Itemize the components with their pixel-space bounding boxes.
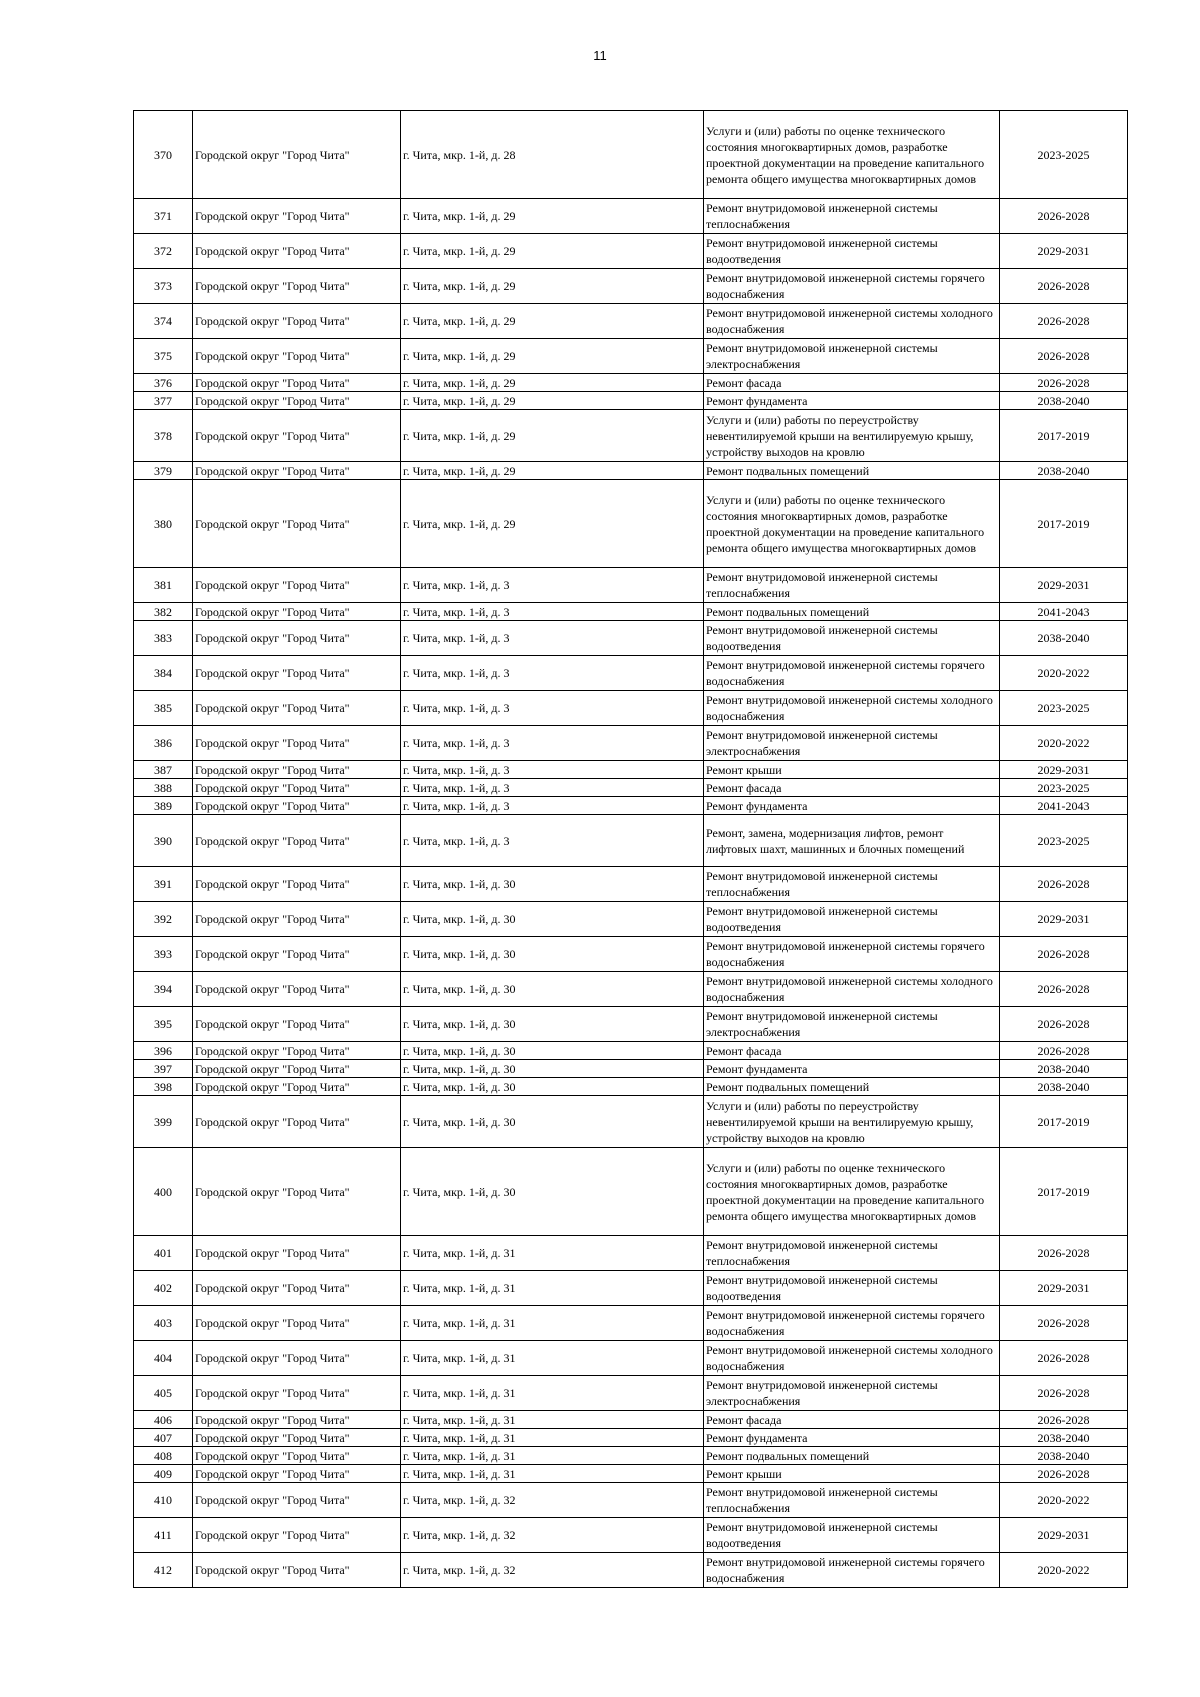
row-number-cell: 390 — [134, 815, 193, 867]
row-number-cell: 400 — [134, 1148, 193, 1236]
period-cell: 2041-2043 — [1000, 603, 1128, 621]
row-number-cell: 380 — [134, 480, 193, 568]
address-cell: г. Чита, мкр. 1-й, д. 30 — [401, 1096, 704, 1148]
row-number-cell: 407 — [134, 1429, 193, 1447]
municipality-cell: Городской округ "Город Чита" — [193, 867, 401, 902]
row-number-cell: 410 — [134, 1483, 193, 1518]
table-row — [134, 199, 1128, 234]
period-cell: 2023-2025 — [1000, 815, 1128, 867]
table-row — [134, 1429, 1128, 1447]
work-type-cell: Ремонт внутридомовой инженерной системы горячего водоснабжения — [704, 1306, 1000, 1341]
row-number-cell: 391 — [134, 867, 193, 902]
work-type-cell: Ремонт фасада — [704, 1411, 1000, 1429]
table-row — [134, 1341, 1128, 1376]
table-row — [134, 937, 1128, 972]
work-type-cell: Ремонт внутридомовой инженерной системы электроснабжения — [704, 726, 1000, 761]
row-number-cell: 399 — [134, 1096, 193, 1148]
table-row — [134, 902, 1128, 937]
address-cell: г. Чита, мкр. 1-й, д. 32 — [401, 1483, 704, 1518]
table-row — [134, 1411, 1128, 1429]
work-type-cell: Услуги и (или) работы по оценке технического состояния многоквартирных домов, разработке проектной документации на проведение капитального ремонта общего имущества многоквартирных домов — [704, 1148, 1000, 1236]
municipality-cell: Городской округ "Город Чита" — [193, 779, 401, 797]
municipality-cell: Городской округ "Город Чита" — [193, 1306, 401, 1341]
table-row — [134, 1465, 1128, 1483]
table-row — [134, 480, 1128, 568]
municipality-cell: Городской округ "Город Чита" — [193, 815, 401, 867]
address-cell: г. Чита, мкр. 1-й, д. 29 — [401, 234, 704, 269]
table-row — [134, 304, 1128, 339]
period-cell: 2038-2040 — [1000, 1429, 1128, 1447]
address-cell: г. Чита, мкр. 1-й, д. 3 — [401, 568, 704, 603]
address-cell: г. Чита, мкр. 1-й, д. 3 — [401, 656, 704, 691]
row-number-cell: 374 — [134, 304, 193, 339]
period-cell: 2026-2028 — [1000, 937, 1128, 972]
work-type-cell: Ремонт подвальных помещений — [704, 1447, 1000, 1465]
row-number-cell: 403 — [134, 1306, 193, 1341]
municipality-cell: Городской округ "Город Чита" — [193, 902, 401, 937]
period-cell: 2020-2022 — [1000, 656, 1128, 691]
table-row — [134, 1518, 1128, 1553]
municipality-cell: Городской округ "Город Чита" — [193, 972, 401, 1007]
work-type-cell: Ремонт фундамента — [704, 1060, 1000, 1078]
row-number-cell: 375 — [134, 339, 193, 374]
period-cell: 2026-2028 — [1000, 1236, 1128, 1271]
table-row — [134, 392, 1128, 410]
address-cell: г. Чита, мкр. 1-й, д. 31 — [401, 1376, 704, 1411]
period-cell: 2017-2019 — [1000, 410, 1128, 462]
row-number-cell: 378 — [134, 410, 193, 462]
work-type-cell: Ремонт фасада — [704, 1042, 1000, 1060]
work-type-cell: Услуги и (или) работы по оценке технического состояния многоквартирных домов, разработке проектной документации на проведение капитального ремонта общего имущества многоквартирных домов — [704, 480, 1000, 568]
municipality-cell: Городской округ "Город Чита" — [193, 656, 401, 691]
row-number-cell: 388 — [134, 779, 193, 797]
municipality-cell: Городской округ "Город Чита" — [193, 1271, 401, 1306]
table-row — [134, 779, 1128, 797]
municipality-cell: Городской округ "Город Чита" — [193, 410, 401, 462]
period-cell: 2023-2025 — [1000, 111, 1128, 199]
address-cell: г. Чита, мкр. 1-й, д. 32 — [401, 1518, 704, 1553]
address-cell: г. Чита, мкр. 1-й, д. 30 — [401, 1078, 704, 1096]
work-type-cell: Ремонт фундамента — [704, 797, 1000, 815]
row-number-cell: 373 — [134, 269, 193, 304]
address-cell: г. Чита, мкр. 1-й, д. 30 — [401, 1148, 704, 1236]
row-number-cell: 402 — [134, 1271, 193, 1306]
municipality-cell: Городской округ "Город Чита" — [193, 480, 401, 568]
address-cell: г. Чита, мкр. 1-й, д. 31 — [401, 1411, 704, 1429]
municipality-cell: Городской округ "Город Чита" — [193, 1042, 401, 1060]
municipality-cell: Городской округ "Город Чита" — [193, 1060, 401, 1078]
table-row — [134, 1271, 1128, 1306]
municipality-cell: Городской округ "Город Чита" — [193, 392, 401, 410]
address-cell: г. Чита, мкр. 1-й, д. 3 — [401, 691, 704, 726]
row-number-cell: 381 — [134, 568, 193, 603]
row-number-cell: 397 — [134, 1060, 193, 1078]
municipality-cell: Городской округ "Город Чита" — [193, 1553, 401, 1588]
address-cell: г. Чита, мкр. 1-й, д. 29 — [401, 480, 704, 568]
work-type-cell: Ремонт внутридомовой инженерной системы электроснабжения — [704, 1376, 1000, 1411]
table-row — [134, 621, 1128, 656]
period-cell: 2026-2028 — [1000, 199, 1128, 234]
table-body — [134, 111, 1128, 1588]
period-cell: 2020-2022 — [1000, 1483, 1128, 1518]
municipality-cell: Городской округ "Город Чита" — [193, 1447, 401, 1465]
address-cell: г. Чита, мкр. 1-й, д. 31 — [401, 1447, 704, 1465]
row-number-cell: 385 — [134, 691, 193, 726]
municipality-cell: Городской округ "Город Чита" — [193, 603, 401, 621]
row-number-cell: 395 — [134, 1007, 193, 1042]
work-type-cell: Ремонт внутридомовой инженерной системы холодного водоснабжения — [704, 691, 1000, 726]
address-cell: г. Чита, мкр. 1-й, д. 31 — [401, 1236, 704, 1271]
period-cell: 2026-2028 — [1000, 867, 1128, 902]
work-type-cell: Ремонт внутридомовой инженерной системы теплоснабжения — [704, 1236, 1000, 1271]
period-cell: 2038-2040 — [1000, 1060, 1128, 1078]
table-row — [134, 815, 1128, 867]
table-row — [134, 1376, 1128, 1411]
work-type-cell: Ремонт внутридомовой инженерной системы холодного водоснабжения — [704, 304, 1000, 339]
period-cell: 2017-2019 — [1000, 1148, 1128, 1236]
row-number-cell: 383 — [134, 621, 193, 656]
work-type-cell: Ремонт внутридомовой инженерной системы водоотведения — [704, 234, 1000, 269]
municipality-cell: Городской округ "Город Чита" — [193, 568, 401, 603]
work-type-cell: Ремонт внутридомовой инженерной системы водоотведения — [704, 902, 1000, 937]
address-cell: г. Чита, мкр. 1-й, д. 3 — [401, 761, 704, 779]
work-type-cell: Ремонт внутридомовой инженерной системы теплоснабжения — [704, 1483, 1000, 1518]
row-number-cell: 404 — [134, 1341, 193, 1376]
period-cell: 2038-2040 — [1000, 462, 1128, 480]
period-cell: 2023-2025 — [1000, 779, 1128, 797]
address-cell: г. Чита, мкр. 1-й, д. 29 — [401, 374, 704, 392]
work-type-cell: Ремонт фундамента — [704, 1429, 1000, 1447]
address-cell: г. Чита, мкр. 1-й, д. 29 — [401, 392, 704, 410]
row-number-cell: 377 — [134, 392, 193, 410]
work-type-cell: Ремонт фасада — [704, 779, 1000, 797]
period-cell: 2023-2025 — [1000, 691, 1128, 726]
table-row — [134, 797, 1128, 815]
period-cell: 2029-2031 — [1000, 761, 1128, 779]
table-row — [134, 1553, 1128, 1588]
row-number-cell: 406 — [134, 1411, 193, 1429]
work-type-cell: Ремонт подвальных помещений — [704, 462, 1000, 480]
address-cell: г. Чита, мкр. 1-й, д. 30 — [401, 902, 704, 937]
period-cell: 2026-2028 — [1000, 304, 1128, 339]
municipality-cell: Городской округ "Город Чита" — [193, 1465, 401, 1483]
work-type-cell: Ремонт крыши — [704, 1465, 1000, 1483]
period-cell: 2026-2028 — [1000, 1306, 1128, 1341]
municipality-cell: Городской округ "Город Чита" — [193, 1148, 401, 1236]
row-number-cell: 382 — [134, 603, 193, 621]
address-cell: г. Чита, мкр. 1-й, д. 31 — [401, 1465, 704, 1483]
row-number-cell: 412 — [134, 1553, 193, 1588]
address-cell: г. Чита, мкр. 1-й, д. 30 — [401, 1042, 704, 1060]
work-type-cell: Ремонт внутридомовой инженерной системы теплоснабжения — [704, 867, 1000, 902]
period-cell: 2038-2040 — [1000, 1447, 1128, 1465]
work-type-cell: Ремонт внутридомовой инженерной системы водоотведения — [704, 1518, 1000, 1553]
row-number-cell: 379 — [134, 462, 193, 480]
work-type-cell: Ремонт внутридомовой инженерной системы горячего водоснабжения — [704, 937, 1000, 972]
municipality-cell: Городской округ "Город Чита" — [193, 1411, 401, 1429]
work-type-cell: Ремонт фасада — [704, 374, 1000, 392]
address-cell: г. Чита, мкр. 1-й, д. 29 — [401, 304, 704, 339]
work-type-cell: Ремонт внутридомовой инженерной системы холодного водоснабжения — [704, 1341, 1000, 1376]
period-cell: 2038-2040 — [1000, 1078, 1128, 1096]
period-cell: 2020-2022 — [1000, 1553, 1128, 1588]
table-row — [134, 972, 1128, 1007]
municipality-cell: Городской округ "Город Чита" — [193, 797, 401, 815]
work-type-cell: Ремонт внутридомовой инженерной системы теплоснабжения — [704, 568, 1000, 603]
work-type-cell: Услуги и (или) работы по переустройству невентилируемой крыши на вентилируемую крышу, устройству выходов на кровлю — [704, 1096, 1000, 1148]
work-type-cell: Ремонт внутридомовой инженерной системы горячего водоснабжения — [704, 1553, 1000, 1588]
table-row — [134, 1236, 1128, 1271]
period-cell: 2017-2019 — [1000, 1096, 1128, 1148]
table-row — [134, 656, 1128, 691]
table-row — [134, 374, 1128, 392]
work-type-cell: Ремонт фундамента — [704, 392, 1000, 410]
table-row — [134, 1042, 1128, 1060]
row-number-cell: 398 — [134, 1078, 193, 1096]
period-cell: 2026-2028 — [1000, 1411, 1128, 1429]
period-cell: 2038-2040 — [1000, 392, 1128, 410]
address-cell: г. Чита, мкр. 1-й, д. 3 — [401, 815, 704, 867]
row-number-cell: 411 — [134, 1518, 193, 1553]
row-number-cell: 393 — [134, 937, 193, 972]
period-cell: 2038-2040 — [1000, 621, 1128, 656]
row-number-cell: 401 — [134, 1236, 193, 1271]
work-type-cell: Ремонт внутридомовой инженерной системы водоотведения — [704, 1271, 1000, 1306]
municipality-cell: Городской округ "Город Чита" — [193, 937, 401, 972]
table-row — [134, 1447, 1128, 1465]
table-row — [134, 269, 1128, 304]
table-row — [134, 339, 1128, 374]
address-cell: г. Чита, мкр. 1-й, д. 31 — [401, 1306, 704, 1341]
address-cell: г. Чита, мкр. 1-й, д. 28 — [401, 111, 704, 199]
period-cell: 2026-2028 — [1000, 1007, 1128, 1042]
municipality-cell: Городской округ "Город Чита" — [193, 691, 401, 726]
row-number-cell: 376 — [134, 374, 193, 392]
address-cell: г. Чита, мкр. 1-й, д. 31 — [401, 1341, 704, 1376]
period-cell: 2029-2031 — [1000, 902, 1128, 937]
municipality-cell: Городской округ "Город Чита" — [193, 304, 401, 339]
work-type-cell: Ремонт, замена, модернизация лифтов, ремонт лифтовых шахт, машинных и блочных помещений — [704, 815, 1000, 867]
address-cell: г. Чита, мкр. 1-й, д. 30 — [401, 972, 704, 1007]
table-row — [134, 1148, 1128, 1236]
work-type-cell: Ремонт внутридомовой инженерной системы теплоснабжения — [704, 199, 1000, 234]
municipality-cell: Городской округ "Город Чита" — [193, 1429, 401, 1447]
address-cell: г. Чита, мкр. 1-й, д. 30 — [401, 1060, 704, 1078]
address-cell: г. Чита, мкр. 1-й, д. 30 — [401, 1007, 704, 1042]
period-cell: 2026-2028 — [1000, 1341, 1128, 1376]
table-row — [134, 1483, 1128, 1518]
period-cell: 2026-2028 — [1000, 1376, 1128, 1411]
municipality-cell: Городской округ "Город Чита" — [193, 1078, 401, 1096]
row-number-cell: 384 — [134, 656, 193, 691]
table-row — [134, 726, 1128, 761]
row-number-cell: 405 — [134, 1376, 193, 1411]
municipality-cell: Городской округ "Город Чита" — [193, 111, 401, 199]
work-type-cell: Ремонт крыши — [704, 761, 1000, 779]
period-cell: 2029-2031 — [1000, 234, 1128, 269]
table-row — [134, 691, 1128, 726]
work-type-cell: Услуги и (или) работы по переустройству невентилируемой крыши на вентилируемую крышу, устройству выходов на кровлю — [704, 410, 1000, 462]
municipality-cell: Городской округ "Город Чита" — [193, 339, 401, 374]
table-row — [134, 1060, 1128, 1078]
address-cell: г. Чита, мкр. 1-й, д. 3 — [401, 621, 704, 656]
address-cell: г. Чита, мкр. 1-й, д. 29 — [401, 410, 704, 462]
municipality-cell: Городской округ "Город Чита" — [193, 1007, 401, 1042]
table-row — [134, 1096, 1128, 1148]
municipality-cell: Городской округ "Город Чита" — [193, 1518, 401, 1553]
address-cell: г. Чита, мкр. 1-й, д. 3 — [401, 726, 704, 761]
table-row — [134, 234, 1128, 269]
row-number-cell: 389 — [134, 797, 193, 815]
work-type-cell: Ремонт внутридомовой инженерной системы горячего водоснабжения — [704, 269, 1000, 304]
table-row — [134, 462, 1128, 480]
work-type-cell: Ремонт подвальных помещений — [704, 1078, 1000, 1096]
address-cell: г. Чита, мкр. 1-й, д. 3 — [401, 779, 704, 797]
work-type-cell: Ремонт внутридомовой инженерной системы электроснабжения — [704, 1007, 1000, 1042]
municipality-cell: Городской округ "Город Чита" — [193, 199, 401, 234]
period-cell: 2041-2043 — [1000, 797, 1128, 815]
municipality-cell: Городской округ "Город Чита" — [193, 1341, 401, 1376]
address-cell: г. Чита, мкр. 1-й, д. 29 — [401, 269, 704, 304]
work-type-cell: Ремонт внутридомовой инженерной системы водоотведения — [704, 621, 1000, 656]
row-number-cell: 394 — [134, 972, 193, 1007]
row-number-cell: 372 — [134, 234, 193, 269]
period-cell: 2029-2031 — [1000, 1518, 1128, 1553]
address-cell: г. Чита, мкр. 1-й, д. 29 — [401, 339, 704, 374]
period-cell: 2026-2028 — [1000, 374, 1128, 392]
row-number-cell: 408 — [134, 1447, 193, 1465]
table-row — [134, 568, 1128, 603]
period-cell: 2029-2031 — [1000, 1271, 1128, 1306]
period-cell: 2026-2028 — [1000, 1465, 1128, 1483]
row-number-cell: 396 — [134, 1042, 193, 1060]
municipality-cell: Городской округ "Город Чита" — [193, 462, 401, 480]
page-number: 11 — [593, 48, 607, 63]
address-cell: г. Чита, мкр. 1-й, д. 31 — [401, 1429, 704, 1447]
table-row — [134, 1078, 1128, 1096]
table-row — [134, 867, 1128, 902]
table-row — [134, 1306, 1128, 1341]
table-row — [134, 603, 1128, 621]
municipality-cell: Городской округ "Город Чита" — [193, 1236, 401, 1271]
address-cell: г. Чита, мкр. 1-й, д. 32 — [401, 1553, 704, 1588]
work-type-cell: Ремонт внутридомовой инженерной системы горячего водоснабжения — [704, 656, 1000, 691]
address-cell: г. Чита, мкр. 1-й, д. 29 — [401, 199, 704, 234]
municipality-cell: Городской округ "Город Чита" — [193, 234, 401, 269]
period-cell: 2017-2019 — [1000, 480, 1128, 568]
address-cell: г. Чита, мкр. 1-й, д. 29 — [401, 462, 704, 480]
municipality-cell: Городской округ "Город Чита" — [193, 726, 401, 761]
work-type-cell: Ремонт внутридомовой инженерной системы холодного водоснабжения — [704, 972, 1000, 1007]
work-type-cell: Ремонт внутридомовой инженерной системы электроснабжения — [704, 339, 1000, 374]
period-cell: 2026-2028 — [1000, 972, 1128, 1007]
row-number-cell: 392 — [134, 902, 193, 937]
table-row — [134, 1007, 1128, 1042]
address-cell: г. Чита, мкр. 1-й, д. 30 — [401, 937, 704, 972]
row-number-cell: 370 — [134, 111, 193, 199]
municipality-cell: Городской округ "Город Чита" — [193, 1483, 401, 1518]
repair-schedule-table — [133, 110, 1128, 1588]
period-cell: 2026-2028 — [1000, 339, 1128, 374]
address-cell: г. Чита, мкр. 1-й, д. 3 — [401, 797, 704, 815]
address-cell: г. Чита, мкр. 1-й, д. 31 — [401, 1271, 704, 1306]
municipality-cell: Городской округ "Город Чита" — [193, 621, 401, 656]
municipality-cell: Городской округ "Город Чита" — [193, 1096, 401, 1148]
municipality-cell: Городской округ "Город Чита" — [193, 1376, 401, 1411]
municipality-cell: Городской округ "Город Чита" — [193, 761, 401, 779]
address-cell: г. Чита, мкр. 1-й, д. 30 — [401, 867, 704, 902]
period-cell: 2026-2028 — [1000, 269, 1128, 304]
row-number-cell: 386 — [134, 726, 193, 761]
table-row — [134, 410, 1128, 462]
municipality-cell: Городской округ "Город Чита" — [193, 374, 401, 392]
address-cell: г. Чита, мкр. 1-й, д. 3 — [401, 603, 704, 621]
period-cell: 2029-2031 — [1000, 568, 1128, 603]
work-type-cell: Услуги и (или) работы по оценке технического состояния многоквартирных домов, разработке проектной документации на проведение капитального ремонта общего имущества многоквартирных домов — [704, 111, 1000, 199]
row-number-cell: 409 — [134, 1465, 193, 1483]
period-cell: 2026-2028 — [1000, 1042, 1128, 1060]
work-type-cell: Ремонт подвальных помещений — [704, 603, 1000, 621]
municipality-cell: Городской округ "Город Чита" — [193, 269, 401, 304]
period-cell: 2020-2022 — [1000, 726, 1128, 761]
row-number-cell: 387 — [134, 761, 193, 779]
table-row — [134, 111, 1128, 199]
row-number-cell: 371 — [134, 199, 193, 234]
table-row — [134, 761, 1128, 779]
